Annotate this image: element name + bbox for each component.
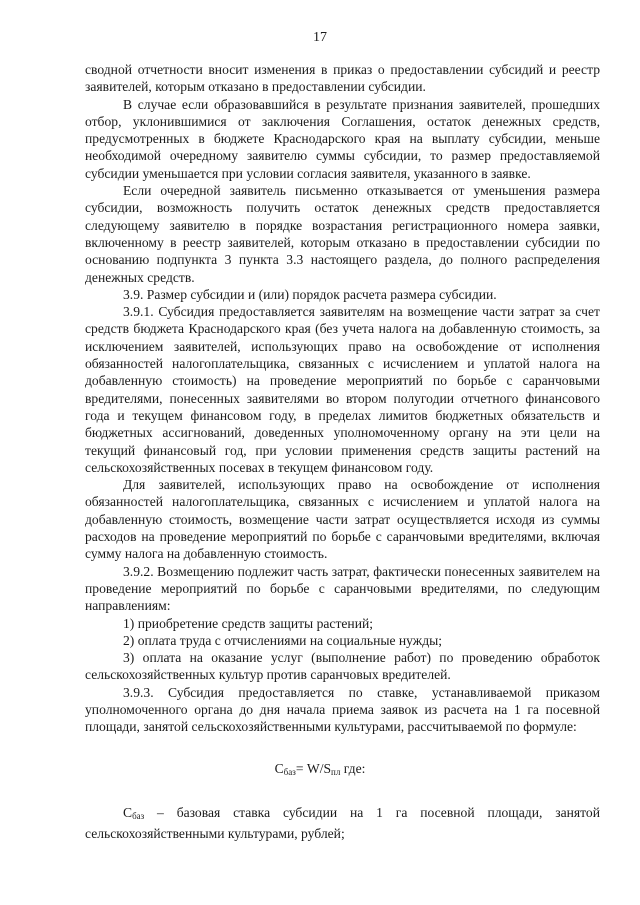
definition-text xyxy=(85,804,600,843)
document-body xyxy=(85,61,600,736)
paragraph: 3.9.2. Возмещению подлежит часть затрат, фактически понесенных заявителем на проведение мероприятий по борьбе с саранчовыми вредителями, по следующим направлениям: xyxy=(85,563,600,614)
definition-subscript: баз xyxy=(132,811,145,821)
section-heading: 3.9. Размер субсидии и (или) порядок расчета размера субсидии. xyxy=(123,286,497,302)
paragraph: 3.9.1. Субсидия предоставляется заявителям на возмещение части затрат за счет средств бюджета Краснодарского края (без учета налога на добавленную стоимость, за исключением заявителей, использующих право на освобождение от исполнения обязанностей налогоплательщика, связанных с исчислением и уплатой налога на добавленную стоимость) на проведение мероприятий по борьбе с саранчовыми вредителями, понесенных заявителями во втором полугодии отчетного финансового года и текущем финансовом году, в пределах лимитов бюджетных обязательств и бюджетных ассигнований, доведенных уполномоченному органу на эти цели на текущий финансовый год, при условии применения средств защиты растений на сельскохозяйственных посевах в текущем финансовом году. xyxy=(85,304,600,475)
definition-symbol: С xyxy=(123,805,133,820)
paragraph: сводной отчетности вносит изменения в приказ о предоставлении субсидий и реестр заявителей, которым отказано в предоставлении субсидии. xyxy=(85,62,600,95)
formula-subscript: баз xyxy=(283,767,296,777)
list-item: 1) приобретение средств защиты растений; xyxy=(123,615,374,631)
page-number: 17 xyxy=(313,30,327,45)
formula-subscript: пл xyxy=(331,767,341,777)
paragraph: Для заявителей, использующих право на освобождение от исполнения обязанностей налогоплательщика, связанных с исчислением и уплатой налога на добавленную стоимость, возмещение части затрат осуществляется исходя из суммы расходов на проведение мероприятий по борьбе с саранчовыми вредителями, включая сумму налога на добавленную стоимость. xyxy=(85,477,600,562)
paragraph: В случае если образовавшийся в результате признания заявителей, прошедших отбор, уклонившимися от заключения Соглашения, остаток денежных средств, предусмотренных в бюджете Краснодарского края на выплату субсидии, меньше необходимой очередному заявителю суммы субсидии, то размер предоставляемой субсидии уменьшается при условии согласия заявителя, указанного в заявке. xyxy=(85,96,600,181)
formula-tail: где: xyxy=(340,761,366,776)
definition-description: – базовая ставка субсидии на 1 га посевной площади, занятой сельскохозяйственными культурами, рублей; xyxy=(85,805,600,842)
paragraph: Если очередной заявитель письменно отказывается от уменьшения размера субсидии, возможность получить остаток денежных средств предоставляется следующему заявителю в порядке возрастания регистрационного номера заявки, включенному в реестр заявителей, которым отказано в предоставлении субсидии по основанию подпункта 3 пункта 3.3 настоящего раздела, до полного распределения денежных средств. xyxy=(85,183,600,285)
formula-definition xyxy=(85,804,600,843)
formula-symbol: С xyxy=(274,761,284,776)
formula xyxy=(0,760,640,781)
list-item: 3) оплата на оказание услуг (выполнение работ) по проведению обработок сельскохозяйственных культур против саранчовых вредителей. xyxy=(85,650,600,683)
formula-expression: = W/S xyxy=(295,761,332,776)
list-item: 2) оплата труда с отчислениями на социальные нужды; xyxy=(123,632,443,648)
paragraph: 3.9.3. Субсидия предоставляется по ставке, устанавливаемой приказом уполномоченного органа до дня начала приема заявок из расчета на 1 га посевной площади, занятой сельскохозяйственными культурами, рассчитываемой по формуле: xyxy=(85,684,600,735)
